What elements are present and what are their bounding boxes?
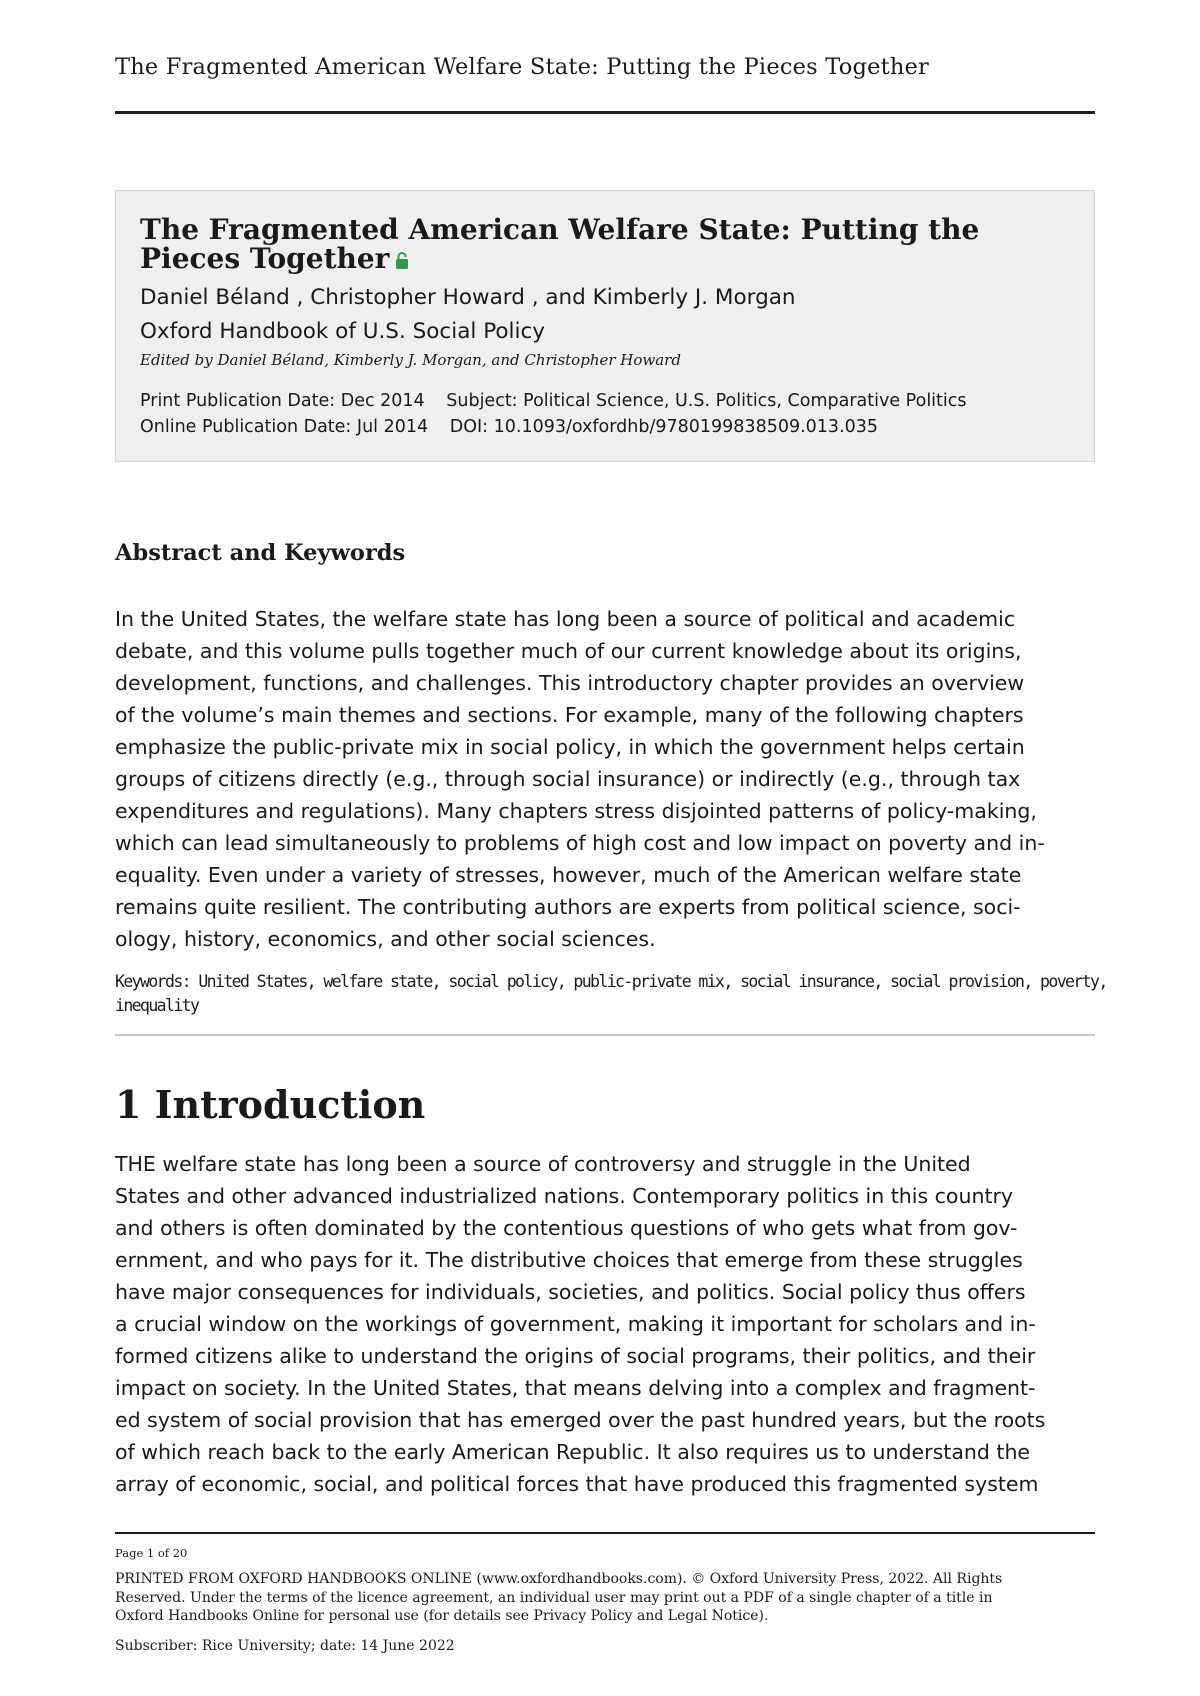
legal-notice	[115, 1570, 1095, 1626]
subscriber-info: Subscriber: Rice University; date: 14 June 2022	[115, 1638, 455, 1654]
print-pub-value: Dec 2014	[340, 391, 425, 411]
abstract-line: of the volume’s main themes and sections. For example, many of the following chapters	[115, 703, 1024, 727]
subject-value[interactable]: Political Science, U.S. Politics, Comparative Politics	[523, 391, 967, 411]
abstract-line: In the United States, the welfare state has long been a source of political and academic	[115, 607, 1016, 631]
chapter-title	[140, 215, 1070, 273]
header-divider	[115, 111, 1095, 114]
section-body	[115, 1148, 1095, 1500]
publication-line-print	[140, 391, 967, 411]
body-line: array of economic, social, and political forces that have produced this fragmented system	[115, 1472, 1039, 1496]
online-pub-value: Jul 2014	[356, 417, 429, 437]
page-number: Page 1 of 20	[115, 1546, 188, 1560]
abstract-line: ology, history, economics, and other social sciences.	[115, 927, 656, 951]
legal-line: Oxford Handbooks Online for personal use (for details see Privacy Policy and Legal Notice).	[115, 1608, 769, 1624]
doi-link[interactable]: 10.1093/oxfordhb/9780199838509.013.035	[493, 417, 879, 437]
abstract-line: emphasize the public-private mix in social policy, in which the government helps certain	[115, 735, 1025, 759]
handbook-editors: Edited by Daniel Béland, Kimberly J. Morgan, and Christopher Howard	[140, 351, 681, 369]
publication-line-online	[140, 417, 878, 437]
open-access-lock-icon	[395, 245, 409, 262]
chapter-metadata-box	[115, 190, 1095, 462]
abstract-line: groups of citizens directly (e.g., through social insurance) or indirectly (e.g., through tax	[115, 767, 1021, 791]
handbook-title: Oxford Handbook of U.S. Social Policy	[140, 319, 546, 344]
abstract-line: equality. Even under a variety of stresses, however, much of the American welfare state	[115, 863, 1022, 887]
keywords-line: Keywords: United States, welfare state, social policy, public-private mix, social insurance, social provision, poverty,	[115, 972, 1107, 991]
body-line: ernment, and who pays for it. The distributive choices that emerge from these struggles	[115, 1248, 1023, 1272]
doi-label: DOI:	[449, 417, 489, 437]
keywords-list	[115, 970, 1107, 1018]
footer-divider	[115, 1532, 1095, 1534]
online-pub-label: Online Publication Date:	[140, 417, 352, 437]
subject-label: Subject:	[446, 391, 518, 411]
abstract-heading: Abstract and Keywords	[115, 540, 406, 566]
body-line: and others is often dominated by the contentious questions of who gets what from gov-	[115, 1216, 1018, 1240]
print-pub-label: Print Publication Date:	[140, 391, 336, 411]
body-line: THE welfare state has long been a source of controversy and struggle in the United	[115, 1152, 971, 1176]
body-line: ed system of social provision that has emerged over the past hundred years, but the roots	[115, 1408, 1046, 1432]
body-line: a crucial window on the workings of government, making it important for scholars and in-	[115, 1312, 1036, 1336]
abstract-line: debate, and this volume pulls together much of our current knowledge about its origins,	[115, 639, 1022, 663]
abstract-line: remains quite resilient. The contributing authors are experts from political science, soci-	[115, 895, 1021, 919]
section-heading: 1 Introduction	[115, 1082, 426, 1127]
body-line: formed citizens alike to understand the origins of social programs, their politics, and their	[115, 1344, 1036, 1368]
legal-line: Reserved. Under the terms of the licence agreement, an individual user may print out a PDF of a single chapter of a title in	[115, 1589, 993, 1606]
body-line: of which reach back to the early American Republic. It also requires us to understand the	[115, 1440, 1031, 1464]
body-line: impact on society. In the United States, that means delving into a complex and fragment-	[115, 1376, 1036, 1400]
chapter-title-line2: Pieces Together	[140, 242, 390, 275]
body-line: States and other advanced industrialized nations. Contemporary politics in this country	[115, 1184, 1014, 1208]
abstract-text	[115, 603, 1095, 955]
abstract-line: which can lead simultaneously to problems of high cost and low impact on poverty and in-	[115, 831, 1045, 855]
chapter-title-line1: The Fragmented American Welfare State: Putting the	[140, 213, 980, 246]
abstract-line: development, functions, and challenges. This introductory chapter provides an overview	[115, 671, 1025, 695]
legal-line: PRINTED FROM OXFORD HANDBOOKS ONLINE (www.oxfordhandbooks.com). © Oxford University Press, 2022. All Rights	[115, 1571, 1003, 1587]
chapter-authors: Daniel Béland , Christopher Howard , and Kimberly J. Morgan	[140, 285, 796, 310]
running-head: The Fragmented American Welfare State: Putting the Pieces Together	[115, 54, 929, 80]
abstract-line: expenditures and regulations). Many chapters stress disjointed patterns of policy-making,	[115, 799, 1037, 823]
abstract-divider	[115, 1034, 1095, 1036]
body-line: have major consequences for individuals, societies, and politics. Social policy thus offers	[115, 1280, 1026, 1304]
keywords-line: inequality	[115, 996, 199, 1015]
